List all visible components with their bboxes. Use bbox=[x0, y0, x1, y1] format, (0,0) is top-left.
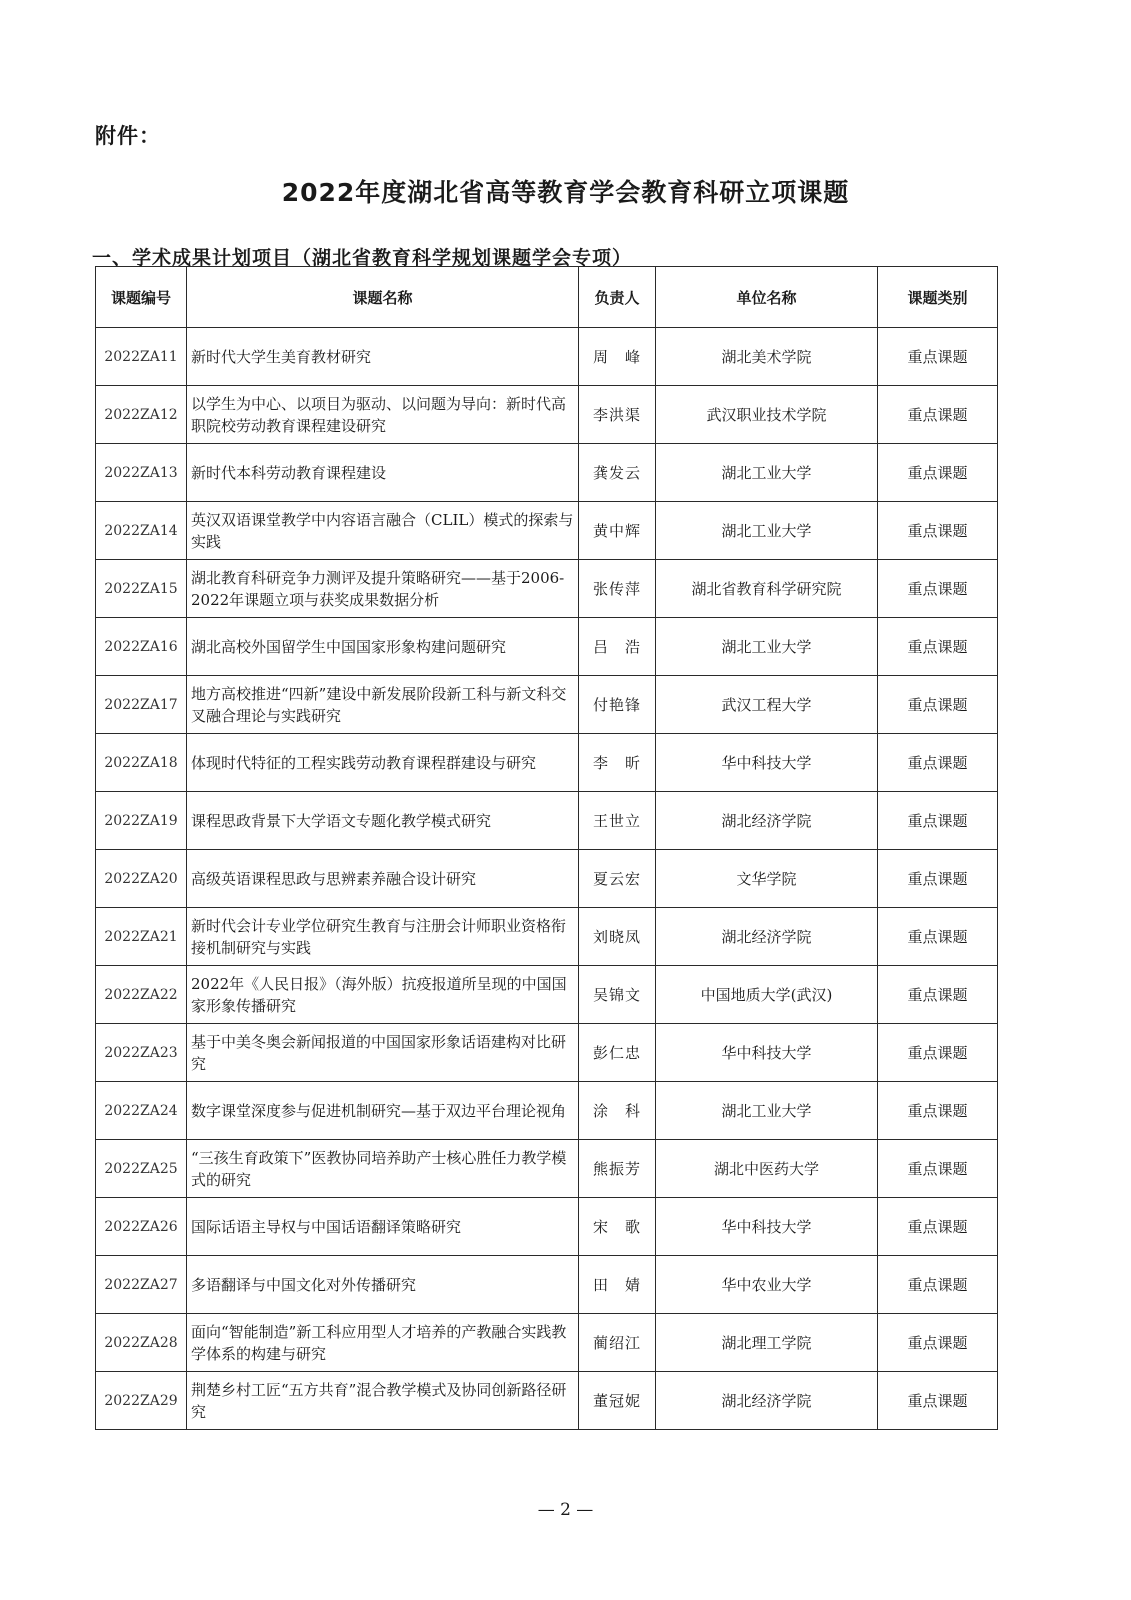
cell-code: 2022ZA18 bbox=[96, 734, 187, 792]
cell-unit: 湖北中医药大学 bbox=[656, 1140, 878, 1198]
cell-code: 2022ZA23 bbox=[96, 1024, 187, 1082]
cell-leader: 龚发云 bbox=[579, 444, 656, 502]
table-row bbox=[96, 444, 998, 502]
table-row bbox=[96, 1372, 998, 1430]
cell-type: 重点课题 bbox=[878, 850, 998, 908]
table-row bbox=[96, 792, 998, 850]
cell-leader: 付艳锋 bbox=[579, 676, 656, 734]
cell-name: 新时代大学生美育教材研究 bbox=[187, 328, 579, 386]
cell-code: 2022ZA25 bbox=[96, 1140, 187, 1198]
table-row bbox=[96, 734, 998, 792]
cell-code: 2022ZA24 bbox=[96, 1082, 187, 1140]
cell-name: 高级英语课程思政与思辨素养融合设计研究 bbox=[187, 850, 579, 908]
cell-type: 重点课题 bbox=[878, 1140, 998, 1198]
cell-type: 重点课题 bbox=[878, 676, 998, 734]
cell-leader: 彭仁忠 bbox=[579, 1024, 656, 1082]
cell-code: 2022ZA21 bbox=[96, 908, 187, 966]
cell-leader: 张传萍 bbox=[579, 560, 656, 618]
cell-unit: 湖北工业大学 bbox=[656, 444, 878, 502]
cell-leader: 黄中辉 bbox=[579, 502, 656, 560]
cell-unit: 华中科技大学 bbox=[656, 1024, 878, 1082]
cell-code: 2022ZA20 bbox=[96, 850, 187, 908]
table-row bbox=[96, 1082, 998, 1140]
cell-code: 2022ZA14 bbox=[96, 502, 187, 560]
cell-leader: 周 峰 bbox=[579, 328, 656, 386]
table-row bbox=[96, 502, 998, 560]
header-code: 课题编号 bbox=[96, 267, 187, 328]
cell-type: 重点课题 bbox=[878, 386, 998, 444]
attachment-label: 附件： bbox=[95, 124, 161, 148]
cell-code: 2022ZA22 bbox=[96, 966, 187, 1024]
cell-code: 2022ZA26 bbox=[96, 1198, 187, 1256]
cell-code: 2022ZA16 bbox=[96, 618, 187, 676]
header-unit: 单位名称 bbox=[656, 267, 878, 328]
cell-name: 数字课堂深度参与促进机制研究—基于双边平台理论视角 bbox=[187, 1082, 579, 1140]
cell-unit: 武汉职业技术学院 bbox=[656, 386, 878, 444]
section-title: 一、学术成果计划项目（湖北省教育科学规划课题学会专项） bbox=[92, 247, 633, 269]
cell-code: 2022ZA11 bbox=[96, 328, 187, 386]
cell-type: 重点课题 bbox=[878, 792, 998, 850]
header-name: 课题名称 bbox=[187, 267, 579, 328]
cell-code: 2022ZA15 bbox=[96, 560, 187, 618]
cell-type: 重点课题 bbox=[878, 1082, 998, 1140]
table-row bbox=[96, 1140, 998, 1198]
table-row bbox=[96, 1314, 998, 1372]
cell-leader: 宋 歌 bbox=[579, 1198, 656, 1256]
cell-name: 地方高校推进“四新”建设中新发展阶段新工科与新文科交叉融合理论与实践研究 bbox=[187, 676, 579, 734]
cell-name: 新时代会计专业学位研究生教育与注册会计师职业资格衔接机制研究与实践 bbox=[187, 908, 579, 966]
table-row bbox=[96, 618, 998, 676]
cell-code: 2022ZA28 bbox=[96, 1314, 187, 1372]
cell-leader: 刘晓凤 bbox=[579, 908, 656, 966]
document-title: 2022年度湖北省高等教育学会教育科研立项课题 bbox=[281, 178, 850, 207]
cell-leader: 熊振芳 bbox=[579, 1140, 656, 1198]
table-row bbox=[96, 1024, 998, 1082]
cell-unit: 湖北经济学院 bbox=[656, 1372, 878, 1430]
cell-type: 重点课题 bbox=[878, 1372, 998, 1430]
cell-leader: 王世立 bbox=[579, 792, 656, 850]
cell-name: 体现时代特征的工程实践劳动教育课程群建设与研究 bbox=[187, 734, 579, 792]
cell-name: “三孩生育政策下”医教协同培养助产士核心胜任力教学模式的研究 bbox=[187, 1140, 579, 1198]
cell-code: 2022ZA13 bbox=[96, 444, 187, 502]
table-row bbox=[96, 386, 998, 444]
cell-unit: 华中农业大学 bbox=[656, 1256, 878, 1314]
cell-unit: 湖北工业大学 bbox=[656, 502, 878, 560]
cell-leader: 李洪渠 bbox=[579, 386, 656, 444]
table-header-row bbox=[96, 267, 998, 328]
table-row bbox=[96, 328, 998, 386]
cell-unit: 湖北经济学院 bbox=[656, 792, 878, 850]
table-body bbox=[96, 328, 998, 1430]
cell-leader: 吕 浩 bbox=[579, 618, 656, 676]
table-row bbox=[96, 676, 998, 734]
cell-unit: 湖北理工学院 bbox=[656, 1314, 878, 1372]
cell-type: 重点课题 bbox=[878, 328, 998, 386]
cell-name: 多语翻译与中国文化对外传播研究 bbox=[187, 1256, 579, 1314]
cell-code: 2022ZA17 bbox=[96, 676, 187, 734]
header-leader: 负责人 bbox=[579, 267, 656, 328]
cell-leader: 董冠妮 bbox=[579, 1372, 656, 1430]
cell-name: 英汉双语课堂教学中内容语言融合（CLIL）模式的探索与实践 bbox=[187, 502, 579, 560]
cell-name: 以学生为中心、以项目为驱动、以问题为导向：新时代高职院校劳动教育课程建设研究 bbox=[187, 386, 579, 444]
cell-unit: 华中科技大学 bbox=[656, 734, 878, 792]
cell-name: 荆楚乡村工匠“五方共育”混合教学模式及协同创新路径研究 bbox=[187, 1372, 579, 1430]
cell-leader: 田 婧 bbox=[579, 1256, 656, 1314]
cell-type: 重点课题 bbox=[878, 1314, 998, 1372]
cell-code: 2022ZA12 bbox=[96, 386, 187, 444]
cell-leader: 吴锦文 bbox=[579, 966, 656, 1024]
cell-name: 国际话语主导权与中国话语翻译策略研究 bbox=[187, 1198, 579, 1256]
cell-name: 2022年《人民日报》（海外版）抗疫报道所呈现的中国国家形象传播研究 bbox=[187, 966, 579, 1024]
cell-leader: 李 昕 bbox=[579, 734, 656, 792]
cell-type: 重点课题 bbox=[878, 908, 998, 966]
table-row bbox=[96, 560, 998, 618]
cell-unit: 湖北工业大学 bbox=[656, 1082, 878, 1140]
cell-unit: 中国地质大学(武汉) bbox=[656, 966, 878, 1024]
cell-leader: 涂 科 bbox=[579, 1082, 656, 1140]
cell-type: 重点课题 bbox=[878, 618, 998, 676]
cell-code: 2022ZA19 bbox=[96, 792, 187, 850]
cell-unit: 湖北经济学院 bbox=[656, 908, 878, 966]
cell-type: 重点课题 bbox=[878, 1256, 998, 1314]
cell-name: 面向“智能制造”新工科应用型人才培养的产教融合实践教学体系的构建与研究 bbox=[187, 1314, 579, 1372]
table-row bbox=[96, 850, 998, 908]
cell-leader: 蔺绍江 bbox=[579, 1314, 656, 1372]
page-number: — 2 — bbox=[537, 1500, 594, 1520]
cell-type: 重点课题 bbox=[878, 966, 998, 1024]
projects-table bbox=[95, 266, 998, 1430]
cell-type: 重点课题 bbox=[878, 444, 998, 502]
cell-unit: 湖北省教育科学研究院 bbox=[656, 560, 878, 618]
cell-unit: 文华学院 bbox=[656, 850, 878, 908]
cell-type: 重点课题 bbox=[878, 734, 998, 792]
cell-type: 重点课题 bbox=[878, 560, 998, 618]
table-row bbox=[96, 966, 998, 1024]
cell-code: 2022ZA27 bbox=[96, 1256, 187, 1314]
table-row bbox=[96, 908, 998, 966]
cell-name: 课程思政背景下大学语文专题化教学模式研究 bbox=[187, 792, 579, 850]
cell-name: 湖北高校外国留学生中国国家形象构建问题研究 bbox=[187, 618, 579, 676]
cell-name: 基于中美冬奥会新闻报道的中国国家形象话语建构对比研究 bbox=[187, 1024, 579, 1082]
table-row bbox=[96, 1198, 998, 1256]
cell-unit: 武汉工程大学 bbox=[656, 676, 878, 734]
table-row bbox=[96, 1256, 998, 1314]
cell-type: 重点课题 bbox=[878, 1198, 998, 1256]
header-type: 课题类别 bbox=[878, 267, 998, 328]
cell-name: 新时代本科劳动教育课程建设 bbox=[187, 444, 579, 502]
cell-leader: 夏云宏 bbox=[579, 850, 656, 908]
cell-unit: 湖北美术学院 bbox=[656, 328, 878, 386]
cell-unit: 华中科技大学 bbox=[656, 1198, 878, 1256]
cell-type: 重点课题 bbox=[878, 502, 998, 560]
cell-code: 2022ZA29 bbox=[96, 1372, 187, 1430]
cell-name: 湖北教育科研竞争力测评及提升策略研究——基于2006-2022年课题立项与获奖成果数据分析 bbox=[187, 560, 579, 618]
cell-type: 重点课题 bbox=[878, 1024, 998, 1082]
cell-unit: 湖北工业大学 bbox=[656, 618, 878, 676]
